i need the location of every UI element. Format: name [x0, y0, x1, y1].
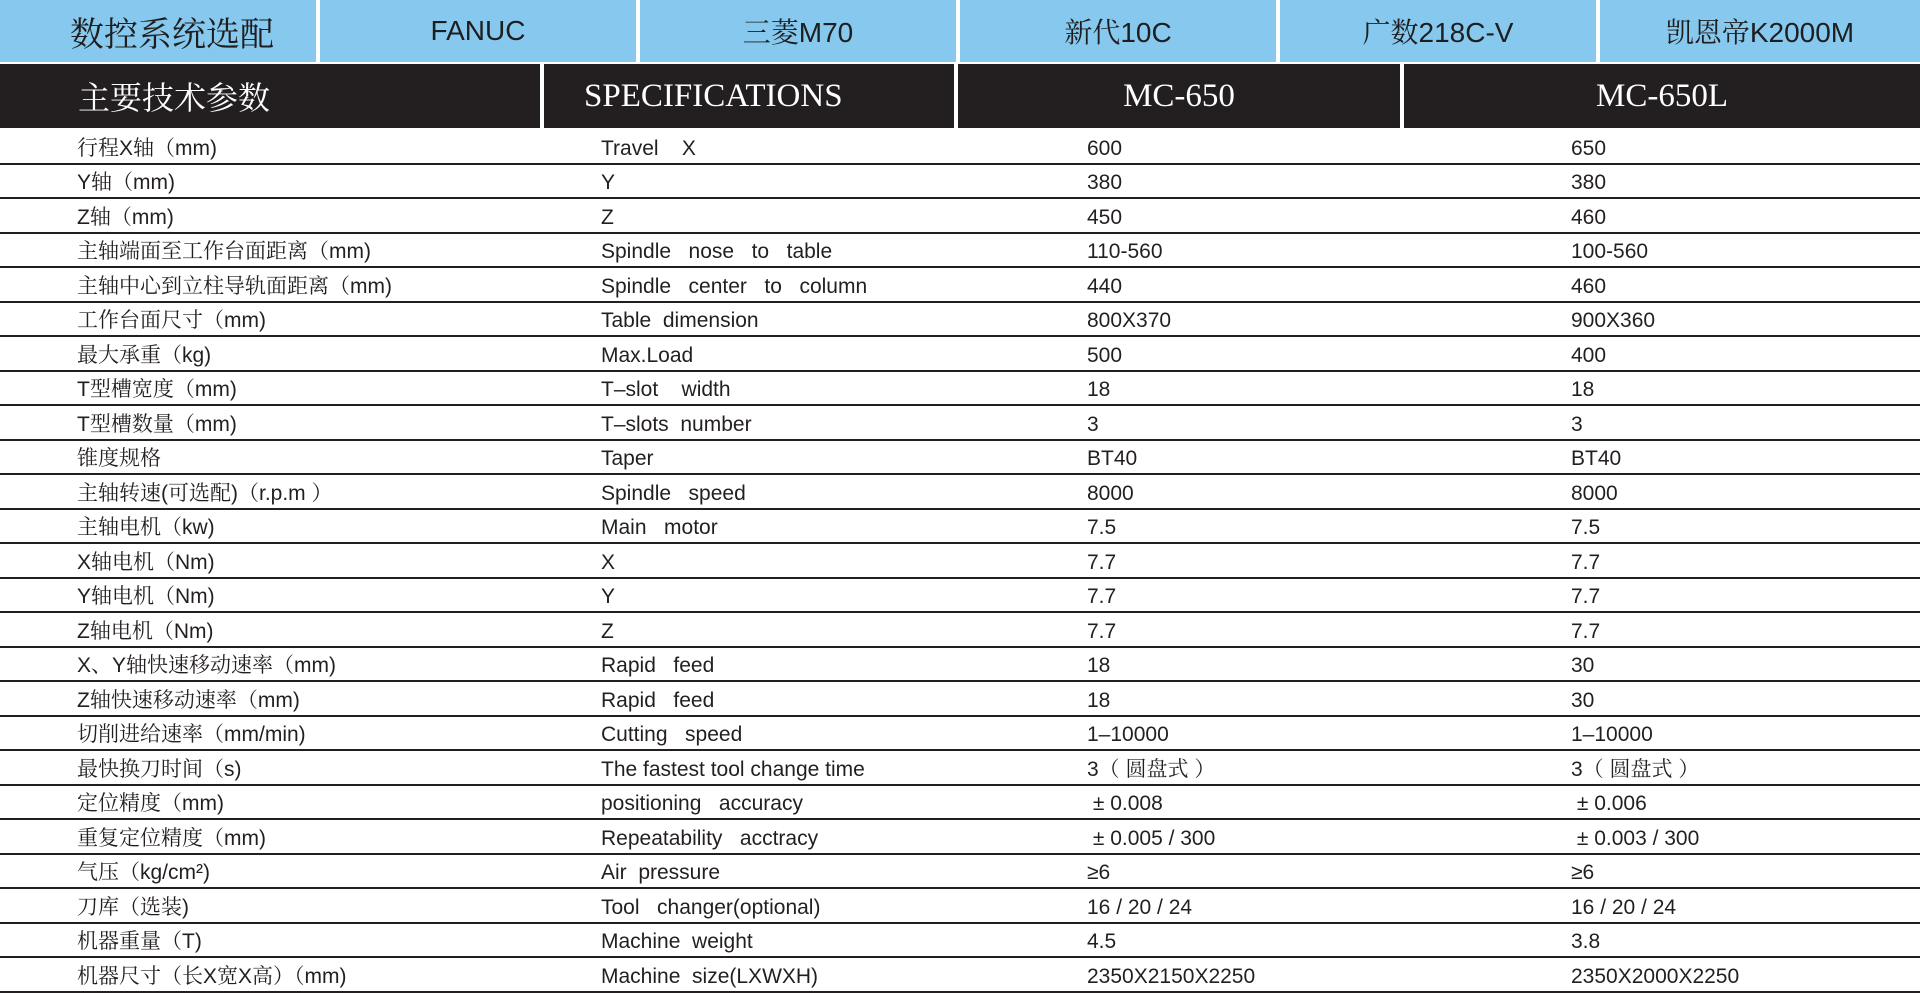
param-name-en: Air pressure	[601, 861, 721, 884]
value-mc-650l: 2350X2000X2250	[1571, 964, 1740, 988]
table-row	[0, 234, 1920, 269]
spec-header	[0, 64, 1920, 128]
cnc-option-gsk: 广数218C-V	[1280, 0, 1596, 62]
value-mc-650: ± 0.008	[1087, 792, 1163, 815]
table-row	[0, 544, 1920, 579]
value-mc-650: 7.5	[1087, 516, 1117, 539]
value-mc-650l: 30	[1571, 654, 1595, 677]
value-mc-650l: ≥6	[1571, 861, 1595, 884]
value-mc-650l: 400	[1571, 343, 1607, 367]
value-mc-650: 110-560	[1087, 240, 1163, 263]
param-name-en: The fastest tool change time	[601, 757, 865, 781]
table-row	[0, 579, 1920, 614]
table-row	[0, 648, 1920, 683]
value-mc-650: ± 0.005 / 300	[1087, 826, 1216, 850]
value-mc-650l: 30	[1571, 688, 1595, 712]
table-row	[0, 717, 1920, 752]
value-mc-650l: 3	[1571, 412, 1583, 436]
value-mc-650l: ± 0.003 / 300	[1571, 826, 1700, 850]
param-name-cn: T型槽数量（mm)	[77, 412, 237, 436]
param-name-cn: 主轴中心到立柱导轨面距离（mm)	[77, 274, 392, 298]
value-mc-650l: 380	[1571, 171, 1607, 194]
value-mc-650: 7.7	[1087, 585, 1117, 608]
param-name-en: Max.Load	[601, 343, 694, 367]
table-row	[0, 924, 1920, 959]
table-row	[0, 303, 1920, 338]
cnc-system-bar	[0, 0, 1920, 62]
value-mc-650l: 900X360	[1571, 309, 1656, 332]
value-mc-650l: 460	[1571, 274, 1607, 298]
value-mc-650: 8000	[1087, 481, 1134, 505]
param-name-en: Spindle speed	[601, 481, 746, 505]
table-row	[0, 165, 1920, 200]
param-name-cn: 气压（kg/cm²)	[77, 861, 210, 884]
param-name-cn: 工作台面尺寸（mm)	[77, 309, 266, 332]
table-row	[0, 682, 1920, 717]
table-row	[0, 613, 1920, 648]
param-name-cn: 定位精度（mm)	[77, 792, 224, 815]
param-name-cn: 锥度规格	[77, 447, 161, 470]
value-mc-650: 800X370	[1087, 309, 1172, 332]
table-row	[0, 268, 1920, 303]
value-mc-650: 3（ 圆盘式 ）	[1087, 757, 1216, 781]
value-mc-650: 4.5	[1087, 930, 1117, 953]
value-mc-650: 7.7	[1087, 550, 1117, 574]
param-name-en: Y	[601, 171, 616, 194]
value-mc-650l: 1–10000	[1571, 723, 1653, 746]
param-name-cn: 行程X轴（mm)	[77, 136, 217, 160]
param-name-cn: 切削进给速率（mm/min)	[77, 723, 306, 746]
value-mc-650: 18	[1087, 688, 1111, 712]
value-mc-650: 1–10000	[1087, 723, 1169, 746]
header-model-2: MC-650L	[1404, 64, 1920, 128]
value-mc-650: 18	[1087, 378, 1111, 401]
cnc-option-mitsubishi: 三菱M70	[640, 0, 956, 62]
cnc-option-fanuc: FANUC	[320, 0, 636, 62]
table-row	[0, 751, 1920, 786]
value-mc-650: 16 / 20 / 24	[1087, 895, 1193, 919]
value-mc-650: 440	[1087, 274, 1123, 298]
param-name-cn: 主轴端面至工作台面距离（mm)	[77, 240, 371, 263]
value-mc-650: 600	[1087, 136, 1123, 160]
param-name-cn: X轴电机（Nm)	[77, 550, 215, 574]
param-name-en: positioning accuracy	[601, 792, 803, 815]
value-mc-650: ≥6	[1087, 861, 1111, 884]
param-name-cn: 主轴电机（kw)	[77, 516, 215, 539]
cnc-option-kndt: 凯恩帝K2000M	[1600, 0, 1920, 62]
param-name-en: Z	[601, 619, 614, 643]
value-mc-650: 380	[1087, 171, 1123, 194]
param-name-en: Taper	[601, 447, 654, 470]
param-name-en: Tool changer(optional)	[601, 895, 821, 919]
param-name-en: Machine size(LXWXH)	[601, 964, 819, 988]
table-row	[0, 372, 1920, 407]
param-name-en: Main motor	[601, 516, 718, 539]
value-mc-650l: 7.7	[1571, 619, 1601, 643]
param-name-cn: 重复定位精度（mm)	[77, 826, 266, 850]
cnc-option-syntec: 新代10C	[960, 0, 1276, 62]
param-name-cn: T型槽宽度（mm)	[77, 378, 237, 401]
param-name-cn: 刀库（选装)	[77, 895, 189, 919]
table-row	[0, 130, 1920, 165]
param-name-cn: 最快换刀时间（s)	[77, 757, 242, 781]
param-name-en: Y	[601, 585, 616, 608]
value-mc-650l: BT40	[1571, 447, 1622, 470]
table-row	[0, 855, 1920, 890]
value-mc-650: 7.7	[1087, 619, 1117, 643]
table-row	[0, 510, 1920, 545]
param-name-cn: Y轴（mm)	[77, 171, 175, 194]
value-mc-650: BT40	[1087, 447, 1138, 470]
value-mc-650l: ± 0.006	[1571, 792, 1647, 815]
param-name-en: Z	[601, 205, 614, 229]
param-name-en: Rapid feed	[601, 654, 715, 677]
header-model-1: MC-650	[958, 64, 1400, 128]
value-mc-650l: 3（ 圆盘式 ）	[1571, 757, 1700, 781]
param-name-en: T–slots number	[601, 412, 752, 436]
header-en-title: SPECIFICATIONS	[544, 64, 954, 128]
param-name-en: Repeatability acctracy	[601, 826, 819, 850]
value-mc-650l: 7.7	[1571, 585, 1601, 608]
value-mc-650l: 16 / 20 / 24	[1571, 895, 1677, 919]
param-name-cn: 最大承重（kg)	[77, 343, 212, 367]
param-name-en: X	[601, 550, 616, 574]
value-mc-650: 3	[1087, 412, 1099, 436]
header-cn-title: 主要技术参数	[0, 64, 540, 128]
param-name-en: Spindle center to column	[601, 274, 868, 298]
param-name-cn: 主轴转速(可选配)（r.p.m ）	[77, 481, 333, 505]
param-name-en: Rapid feed	[601, 688, 715, 712]
value-mc-650l: 7.5	[1571, 516, 1601, 539]
value-mc-650l: 8000	[1571, 481, 1618, 505]
param-name-en: Machine weight	[601, 930, 753, 953]
table-row	[0, 475, 1920, 510]
param-name-cn: Z轴（mm)	[77, 205, 174, 229]
table-row	[0, 441, 1920, 476]
value-mc-650l: 18	[1571, 378, 1595, 401]
param-name-en: Cutting speed	[601, 723, 743, 746]
param-name-en: Travel X	[601, 136, 696, 160]
table-row	[0, 889, 1920, 924]
param-name-en: Spindle nose to table	[601, 240, 833, 263]
param-name-cn: Z轴电机（Nm)	[77, 619, 214, 643]
param-name-cn: Y轴电机（Nm)	[77, 585, 215, 608]
table-row	[0, 337, 1920, 372]
spec-table	[0, 130, 1920, 993]
value-mc-650l: 100-560	[1571, 240, 1649, 263]
param-name-cn: X、Y轴快速移动速率（mm)	[77, 654, 336, 677]
value-mc-650l: 460	[1571, 205, 1607, 229]
param-name-cn: 机器重量（T)	[77, 930, 202, 953]
value-mc-650: 500	[1087, 343, 1123, 367]
param-name-cn: 机器尺寸（长X宽X高）（mm)	[77, 964, 347, 988]
table-row	[0, 958, 1920, 993]
cnc-system-title: 数控系统选配	[0, 0, 316, 62]
param-name-en: Table dimension	[601, 309, 759, 332]
value-mc-650l: 3.8	[1571, 930, 1601, 953]
value-mc-650: 2350X2150X2250	[1087, 964, 1256, 988]
value-mc-650l: 7.7	[1571, 550, 1601, 574]
table-row	[0, 820, 1920, 855]
param-name-cn: Z轴快速移动速率（mm)	[77, 688, 300, 712]
param-name-en: T–slot width	[601, 378, 731, 401]
value-mc-650: 18	[1087, 654, 1111, 677]
value-mc-650: 450	[1087, 205, 1123, 229]
table-row	[0, 199, 1920, 234]
value-mc-650l: 650	[1571, 136, 1607, 160]
table-row	[0, 406, 1920, 441]
table-row	[0, 786, 1920, 821]
